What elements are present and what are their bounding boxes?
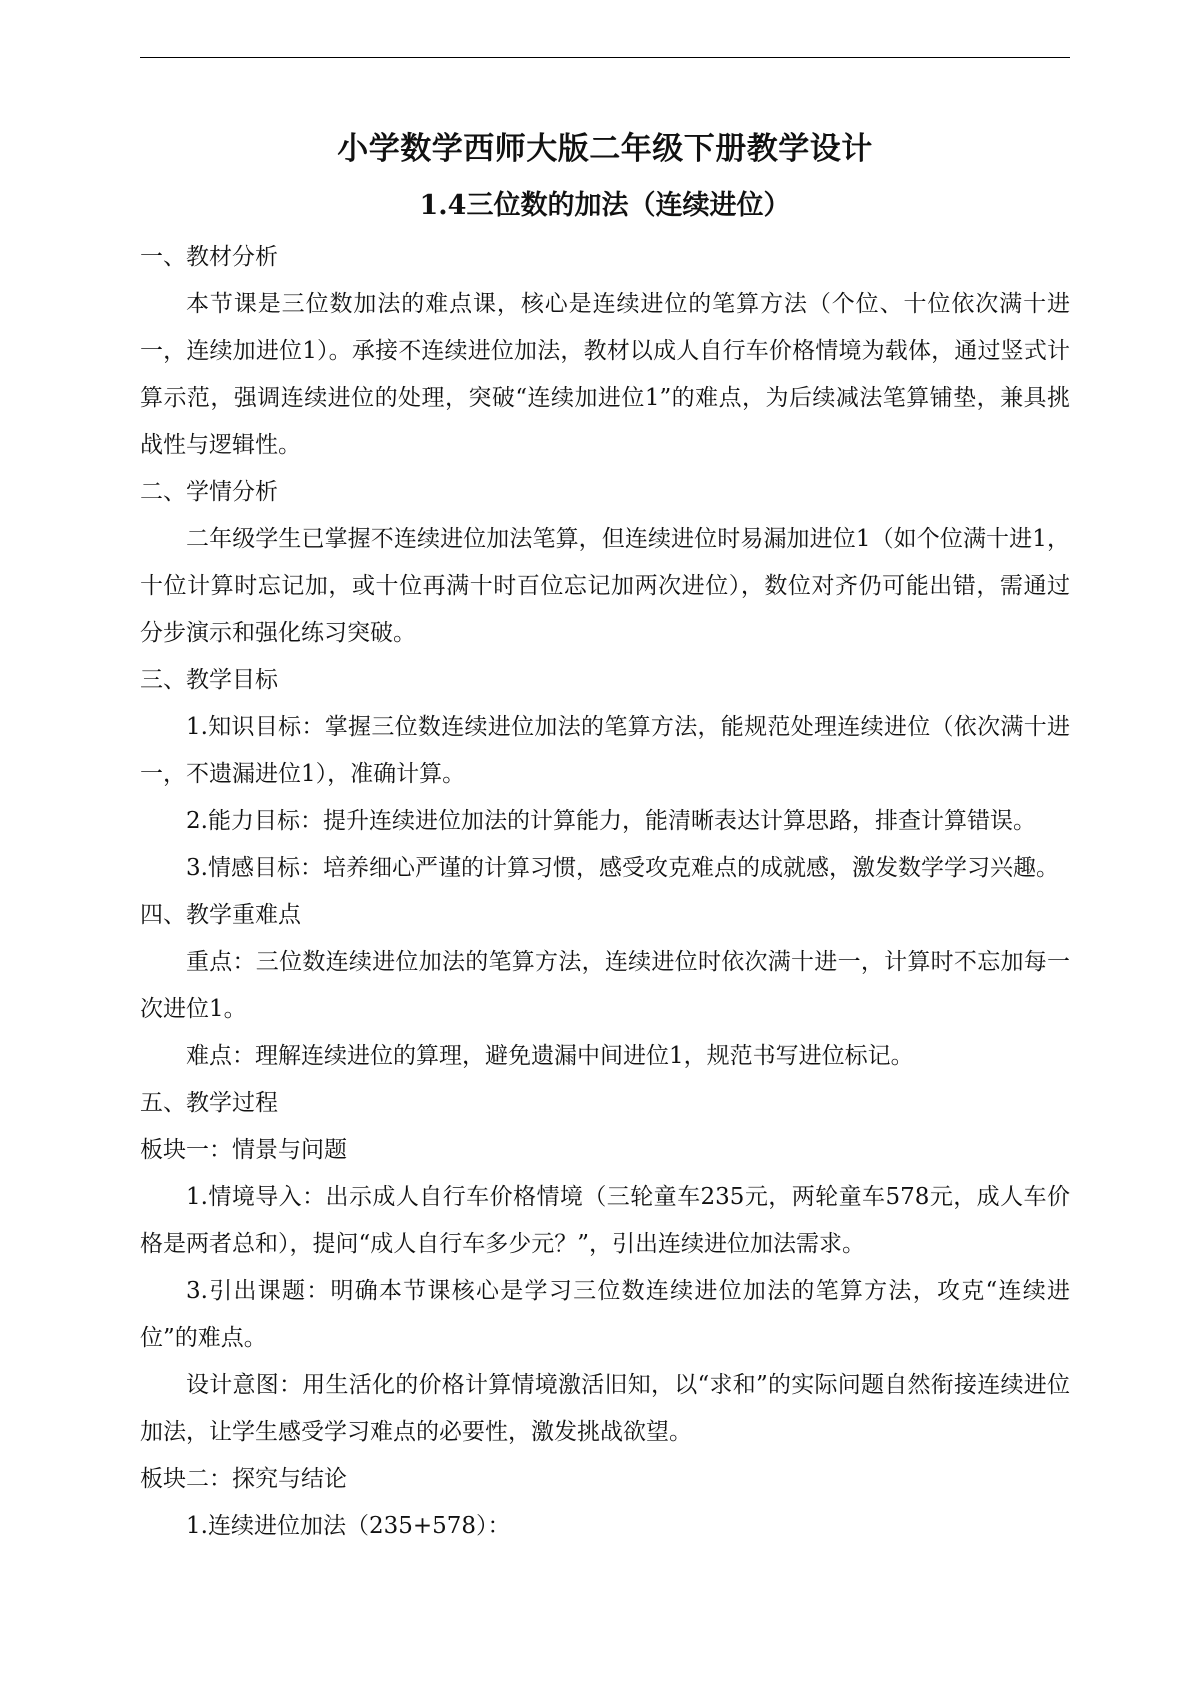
paragraph: 2.能力目标：提升连续进位加法的计算能力，能清晰表达计算思路，排查计算错误。 <box>186 808 1036 834</box>
section-key-points <box>140 892 1070 1080</box>
section-block-one <box>140 1127 1070 1456</box>
section-heading: 三、教学目标 <box>140 667 278 693</box>
paragraph: 1.知识目标：掌握三位数连续进位加法的笔算方法，能规范处理连续进位（依次满十进一，不遗漏进位1），准确计算。 <box>140 714 1070 787</box>
paragraph: 本节课是三位数加法的难点课，核心是连续进位的笔算方法（个位、十位依次满十进一，连续加进位1）。承接不连续进位加法，教材以成人自行车价格情境为载体，通过竖式计算示范，强调连续进位的处理，突破“连续加进位1”的难点，为后续减法笔算铺垫，兼具挑战性与逻辑性。 <box>140 291 1070 458</box>
section-student-analysis <box>140 469 1070 657</box>
paragraph: 设计意图：用生活化的价格计算情境激活旧知，以“求和”的实际问题自然衔接连续进位加法，让学生感受学习难点的必要性，激发挑战欲望。 <box>140 1372 1070 1445</box>
document-subtitle: 1.4三位数的加法（连续进位） <box>419 190 791 221</box>
section-textbook-analysis <box>140 234 1070 469</box>
paragraph: 1.连续进位加法（235+578）： <box>186 1513 511 1539</box>
section-heading: 五、教学过程 <box>140 1090 278 1116</box>
paragraph: 重点：三位数连续进位加法的笔算方法，连续进位时依次满十进一，计算时不忘加每一次进位1。 <box>140 949 1070 1022</box>
section-heading: 一、教材分析 <box>140 244 278 270</box>
document-title: 小学数学西师大版二年级下册教学设计 <box>337 131 873 167</box>
section-block-two <box>140 1456 1070 1550</box>
paragraph: 难点：理解连续进位的算理，避免遗漏中间进位1，规范书写进位标记。 <box>186 1043 914 1069</box>
paragraph: 3.情感目标：培养细心严谨的计算习惯，感受攻克难点的成就感，激发数学学习兴趣。 <box>186 855 1059 881</box>
paragraph: 1.情境导入：出示成人自行车价格情境（三轮童车235元，两轮童车578元，成人车价格是两者总和），提问“成人自行车多少元？”，引出连续进位加法需求。 <box>140 1184 1070 1257</box>
section-heading: 板块一：情景与问题 <box>140 1137 347 1163</box>
section-teaching-process <box>140 1080 1070 1127</box>
section-heading: 四、教学重难点 <box>140 902 301 928</box>
paragraph: 3.引出课题：明确本节课核心是学习三位数连续进位加法的笔算方法，攻克“连续进位”的难点。 <box>140 1278 1070 1351</box>
paragraph: 二年级学生已掌握不连续进位加法笔算，但连续进位时易漏加进位1（如个位满十进1，十位计算时忘记加，或十位再满十时百位忘记加两次进位），数位对齐仍可能出错，需通过分步演示和强化练习突破。 <box>140 526 1070 646</box>
section-heading: 板块二：探究与结论 <box>140 1466 347 1492</box>
section-heading: 二、学情分析 <box>140 479 278 505</box>
section-teaching-goals <box>140 657 1070 892</box>
document-body <box>140 120 1070 1550</box>
header-rule <box>140 57 1070 58</box>
